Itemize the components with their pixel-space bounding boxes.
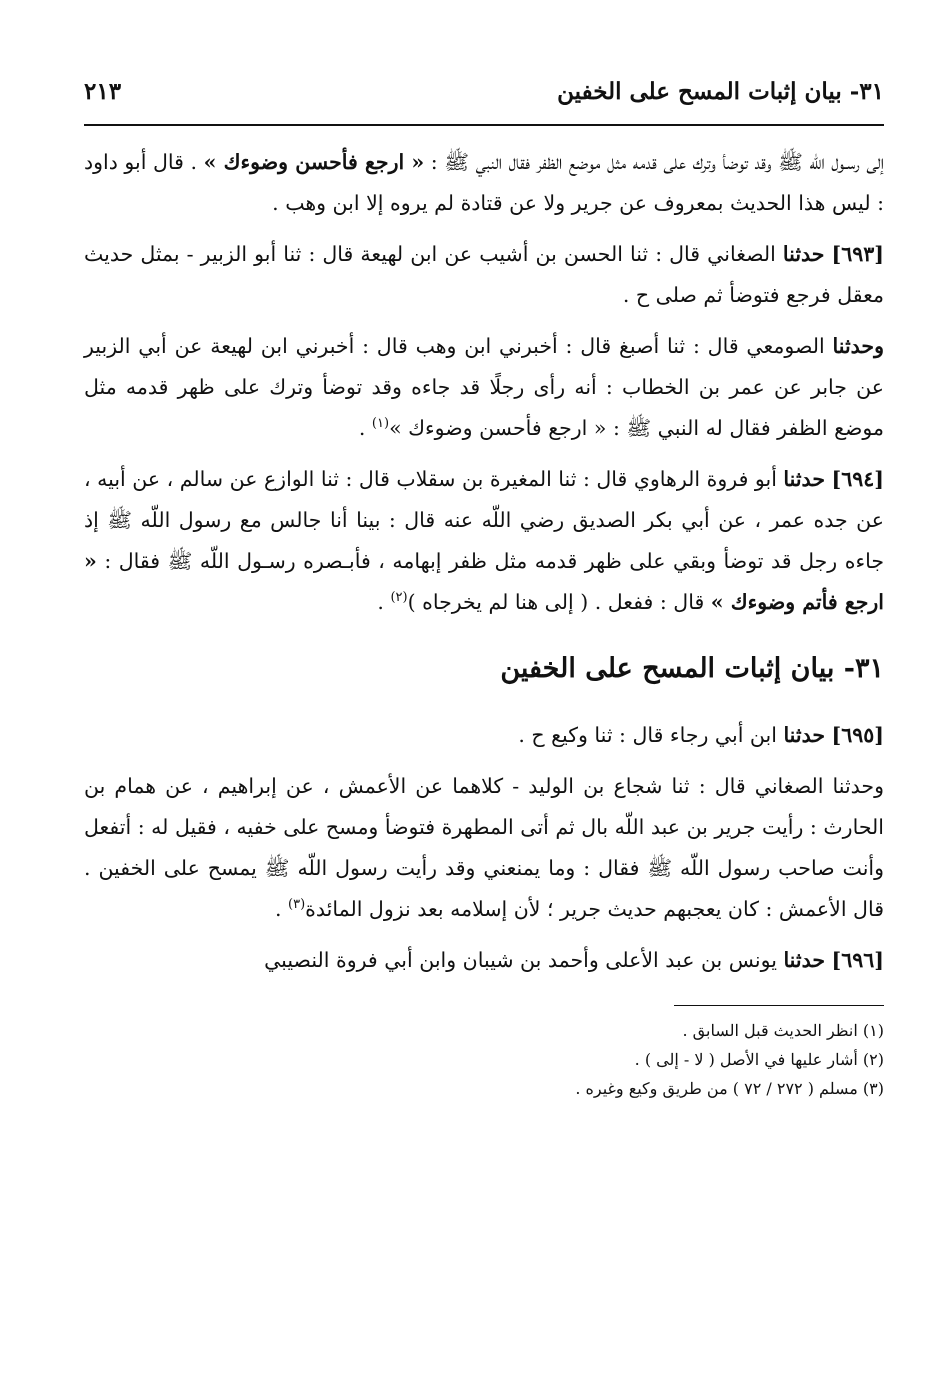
footnote-3: (٣) مسلم ( ٢٧٢ / ٧٢ ) من طريق وكيع وغيره .: [575, 1079, 884, 1098]
hadith-695-variant: [84, 766, 884, 930]
text-segment: . قال أبو داود : ليس هذا الحديث بمعروف عن جرير ولا عن قتادة لم يروه إلا ابن وهب .: [84, 150, 884, 215]
hadith-number: [٦٩٥]: [831, 723, 884, 747]
hadith-696: [84, 940, 884, 981]
text-segment: وحدثنا الصغاني قال : ثنا شجاع بن الوليد - كلاهما عن الأعمش ، عن إبراهيم ، عن همام بن الحارث : رأيت جرير بن عبد اللّه بال ثم أتى المطهرة فتوضأ ومسح على خفيه ، فقيل له : أتفعل وأنت صاحب رسول اللّه ﷺ فقال : وما يمنعني وقد رأيت رسول اللّه ﷺ يمسح على الخفين . قال الأعمش : كان يعجبهم حديث جرير ؛ لأن إسلامه بعد نزول المائدة: [84, 774, 884, 921]
footnote-marker: (٣): [288, 897, 306, 913]
text-segment: .: [358, 416, 372, 440]
hadith-694: [84, 459, 884, 623]
text-segment: .: [377, 590, 391, 614]
footnote-2: (٢) أشار عليها في الأصل ( لا - إلى ) .: [634, 1050, 884, 1069]
hadith-quote: « ارجع فأحسن وضوءك »: [203, 150, 425, 174]
narration-word: وحدثنا: [832, 334, 884, 358]
text-segment: الصومعي قال : ثنا أصبغ قال : أخبرني ابن وهب قال : أخبرني ابن لهيعة عن أبي الزبير عن جابر عن عمر بن الخطاب : أنه رأى رجلًا قد جاءه وقد توضأ وترك على ظهر قدمه مثل موضع الظفر فقال له النبي ﷺ : « ارجع فأحسن وضوءك »: [84, 334, 884, 440]
footnotes: [84, 1016, 884, 1103]
footnote-1: (١) انظر الحديث قبل السابق .: [682, 1021, 884, 1040]
header-chapter-title: ٣١- بيان إثبات المسح على الخفين: [557, 78, 884, 105]
text-segment: يونس بن عبد الأعلى وأحمد بن شيبان وابن أبي فروة النصيبي: [264, 948, 784, 972]
text-segment: إلى رسـول اللّه ﷺ وقد توضأ وترك على قدمه مثل موضع الظفر فقال النبي ﷺ :: [430, 150, 884, 174]
hadith-number: [٦٩٤]: [831, 467, 884, 491]
hadith-693: [84, 234, 884, 316]
hadith-693-variant: [84, 326, 884, 449]
narration-word: حدثنا: [783, 467, 825, 491]
section-heading: ٣١- بيان إثبات المسح على الخفين: [500, 653, 884, 684]
running-header: [84, 78, 884, 126]
main-text: [84, 142, 884, 981]
text-segment: .: [274, 897, 289, 921]
narration-word: حدثنا: [783, 723, 826, 747]
footnote-marker: (١): [371, 416, 390, 432]
footnote-marker: (٢): [390, 590, 408, 606]
text-segment: ابن أبي رجاء قال : ثنا وكيع ح .: [518, 723, 784, 747]
hadith-number: [٦٩٣]: [831, 242, 884, 266]
paragraph-continuation: [84, 142, 884, 224]
document-page: [84, 78, 884, 1103]
text-segment: قال : ففعل . ( إلى هنا لم يخرجاه ): [407, 590, 711, 614]
page-number: ٢١٣: [84, 78, 122, 105]
hadith-695: [84, 715, 884, 756]
narration-word: حدثنا: [783, 948, 826, 972]
hadith-quote: « ارجع فأتم وضوءك »: [84, 549, 884, 614]
hadith-number: [٦٩٦]: [831, 948, 884, 972]
text-segment: الصغاني قال : ثنا الحسن بن أشيب عن ابن لهيعة قال : ثنا أبو الزبير - بمثل حديث معقل فرجع فتوضأ ثم صلى ح .: [84, 242, 884, 307]
narration-word: حدثنا: [782, 242, 825, 266]
footnote-divider: [674, 1005, 884, 1006]
text-segment: أبو فروة الرهاوي قال : ثنا المغيرة بن سقلاب قال : ثنا الوازع عن سالم ، عن أبيه ، عن جده عمر ، عن أبي بكر الصديق رضي اللّه عنه قال : بينا أنا جالس مع رسول اللّه ﷺ إذ جاءه رجل قد توضأ وبقي على ظهر قدمه مثل ظفر إبهامه ، فأبـصره رسـول اللّه ﷺ فقال :: [84, 467, 884, 573]
